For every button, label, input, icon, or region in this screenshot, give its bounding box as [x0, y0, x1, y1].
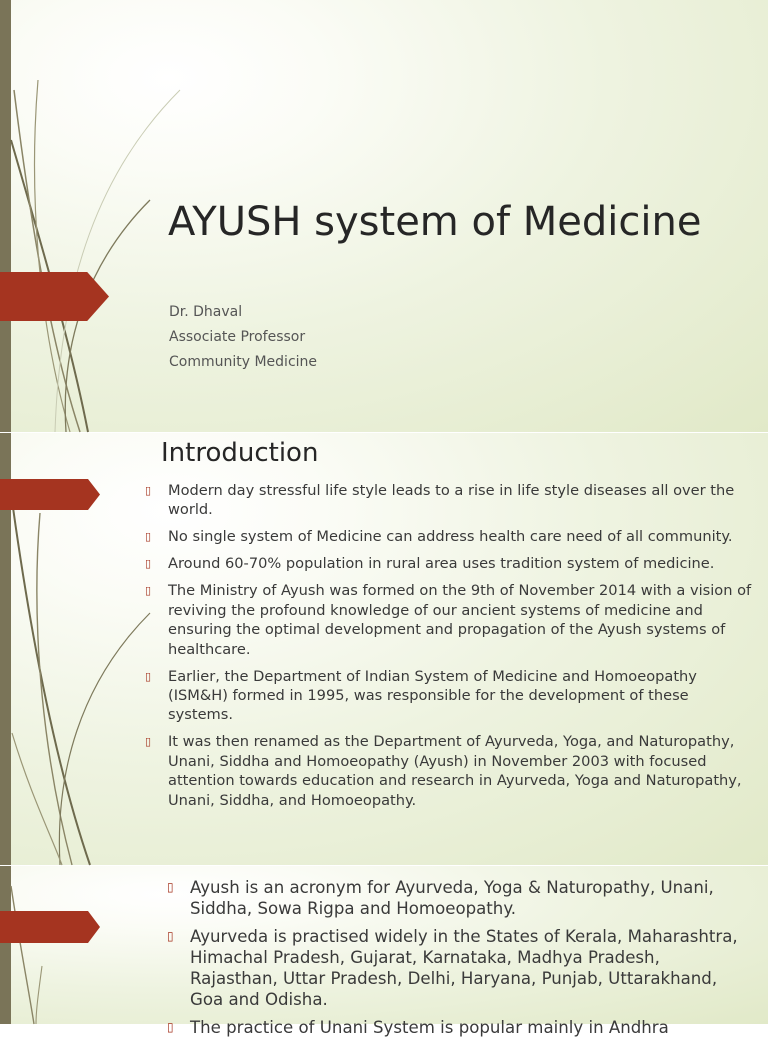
- list-item: [167, 877, 752, 919]
- list-item: [145, 481, 755, 520]
- slide-title: [0, 0, 768, 432]
- list-item-text: Ayurveda is practised widely in the States of Kerala, Maharashtra, Himachal Pradesh, Gujarat, Karnataka, Madhya Pradesh, Rajasthan, Uttar Pradesh, Delhi, Haryana, Punjab, Uttarakhand, Goa and Odisha.: [190, 927, 738, 1009]
- bullet-icon: ▯: [145, 735, 152, 749]
- author-name: Dr. Dhaval: [169, 304, 243, 320]
- section-title: Introduction: [161, 438, 319, 468]
- list-item-text: Ayush is an acronym for Ayurveda, Yoga & Naturopathy, Unani, Siddha, Sowa Rigpa and Homoeopathy.: [190, 878, 714, 918]
- bullet-icon: ▯: [145, 669, 152, 683]
- bullet-icon: ▯: [145, 557, 152, 571]
- bullet-icon: ▯: [145, 484, 152, 497]
- list-item-text: Around 60-70% population in rural area uses tradition system of medicine.: [168, 555, 715, 573]
- slide-introduction: [0, 433, 768, 865]
- bullet-icon: ▯: [167, 880, 174, 894]
- list-item: [145, 554, 755, 573]
- slide-ayush-overview: [0, 866, 768, 1037]
- list-item-text: No single system of Medicine can address health care need of all community.: [168, 528, 733, 546]
- list-item: [145, 667, 755, 725]
- bullet-list: [145, 481, 755, 818]
- bullet-icon: ▯: [145, 584, 152, 598]
- list-item-text: The Ministry of Ayush was formed on the 9th of November 2014 with a vision of reviving the profound knowledge of our ancient systems of medicine and ensuring the optimal development and propagation of the Ayush systems of healthcare.: [168, 582, 752, 658]
- bullet-icon: ▯: [167, 1020, 174, 1034]
- list-item: [145, 527, 755, 546]
- accent-arrow-tab: [0, 479, 100, 510]
- list-item-text: Modern day stressful life style leads to a rise in life style diseases all over the world.: [168, 482, 735, 519]
- accent-arrow-tab: [0, 911, 100, 943]
- author-position: Associate Professor: [169, 329, 306, 345]
- list-item: [145, 581, 755, 659]
- list-item-text: It was then renamed as the Department of Ayurveda, Yoga, and Naturopathy, Unani, Siddha and Homoeopathy (Ayush) in November 2003 with focused attention towards education and research in Ayurveda, Yoga and Naturopathy, Unani, Siddha, and Homoeopathy.: [168, 733, 742, 809]
- list-item-text: Earlier, the Department of Indian System of Medicine and Homoeopathy (ISM&H) formed in 1995, was responsible for the development of these systems.: [168, 667, 697, 724]
- list-item-text: The practice of Unani System is popular mainly in Andhra: [190, 1018, 669, 1037]
- bullet-icon: ▯: [167, 929, 174, 943]
- list-item: [145, 732, 755, 810]
- bullet-list: [167, 877, 752, 1045]
- accent-arrow-tab: [0, 272, 109, 321]
- list-item: [167, 1017, 752, 1038]
- slide-title-text: AYUSH system of Medicine: [168, 199, 702, 245]
- bullet-icon: ▯: [145, 530, 152, 544]
- author-department: Community Medicine: [169, 354, 318, 370]
- list-item: [167, 926, 752, 1010]
